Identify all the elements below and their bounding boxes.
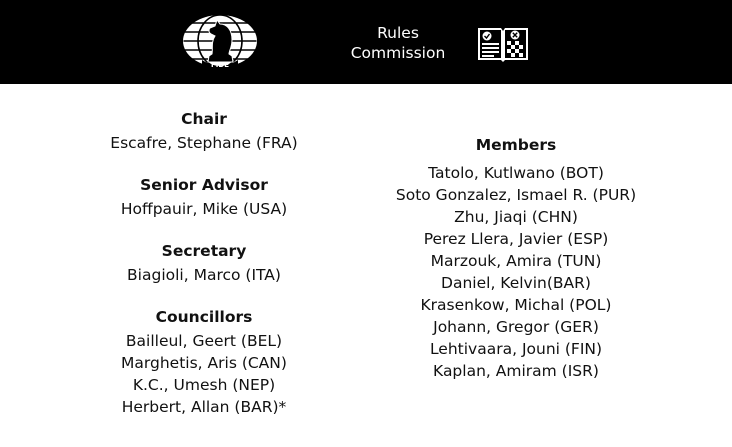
member-name: Tatolo, Kutlwano (BOT)	[428, 164, 604, 182]
secretary-group	[84, 240, 324, 286]
member-name: Johann, Gregor (GER)	[433, 318, 599, 336]
fide-logo-text: FIDE	[211, 61, 229, 69]
member-name: Lehtivaara, Jouni (FIN)	[429, 340, 603, 358]
members-list	[378, 134, 654, 382]
member-name: Perez Llera, Javier (ESP)	[423, 230, 609, 248]
header-title-line2: Commission	[350, 44, 446, 62]
councillor-name: Herbert, Allan (BAR)*	[121, 398, 287, 416]
commission-officers	[84, 108, 324, 418]
senior-advisor-name: Hoffpauir, Mike (USA)	[120, 200, 288, 218]
councillor-name: K.C., Umesh (NEP)	[132, 376, 276, 394]
header-title-line1: Rules	[377, 24, 419, 42]
member-name: Krasenkow, Michal (POL)	[420, 296, 612, 314]
fide-knight-logo-icon	[182, 14, 258, 72]
chair-group	[84, 108, 324, 154]
member-name: Kaplan, Amiram (ISR)	[433, 362, 599, 380]
header-title	[338, 23, 458, 63]
councillor-name: Bailleul, Geert (BEL)	[125, 332, 283, 350]
councillors-heading: Councillors	[155, 308, 253, 326]
chair-name: Escafre, Stephane (FRA)	[110, 134, 298, 152]
member-name: Marzouk, Amira (TUN)	[430, 252, 602, 270]
member-name: Zhu, Jiaqi (CHN)	[454, 208, 578, 226]
member-name: Daniel, Kelvin(BAR)	[441, 274, 591, 292]
members-heading: Members	[475, 136, 557, 154]
secretary-name: Biagioli, Marco (ITA)	[127, 266, 281, 284]
councillors-group	[84, 306, 324, 418]
header-bar	[0, 0, 732, 84]
senior-advisor-heading: Senior Advisor	[140, 176, 268, 194]
chair-heading: Chair	[181, 110, 227, 128]
rulebook-icon	[476, 24, 530, 62]
secretary-heading: Secretary	[161, 242, 247, 260]
senior-advisor-group	[84, 174, 324, 220]
councillor-name: Marghetis, Aris (CAN)	[121, 354, 287, 372]
member-name: Soto Gonzalez, Ismael R. (PUR)	[395, 186, 637, 204]
